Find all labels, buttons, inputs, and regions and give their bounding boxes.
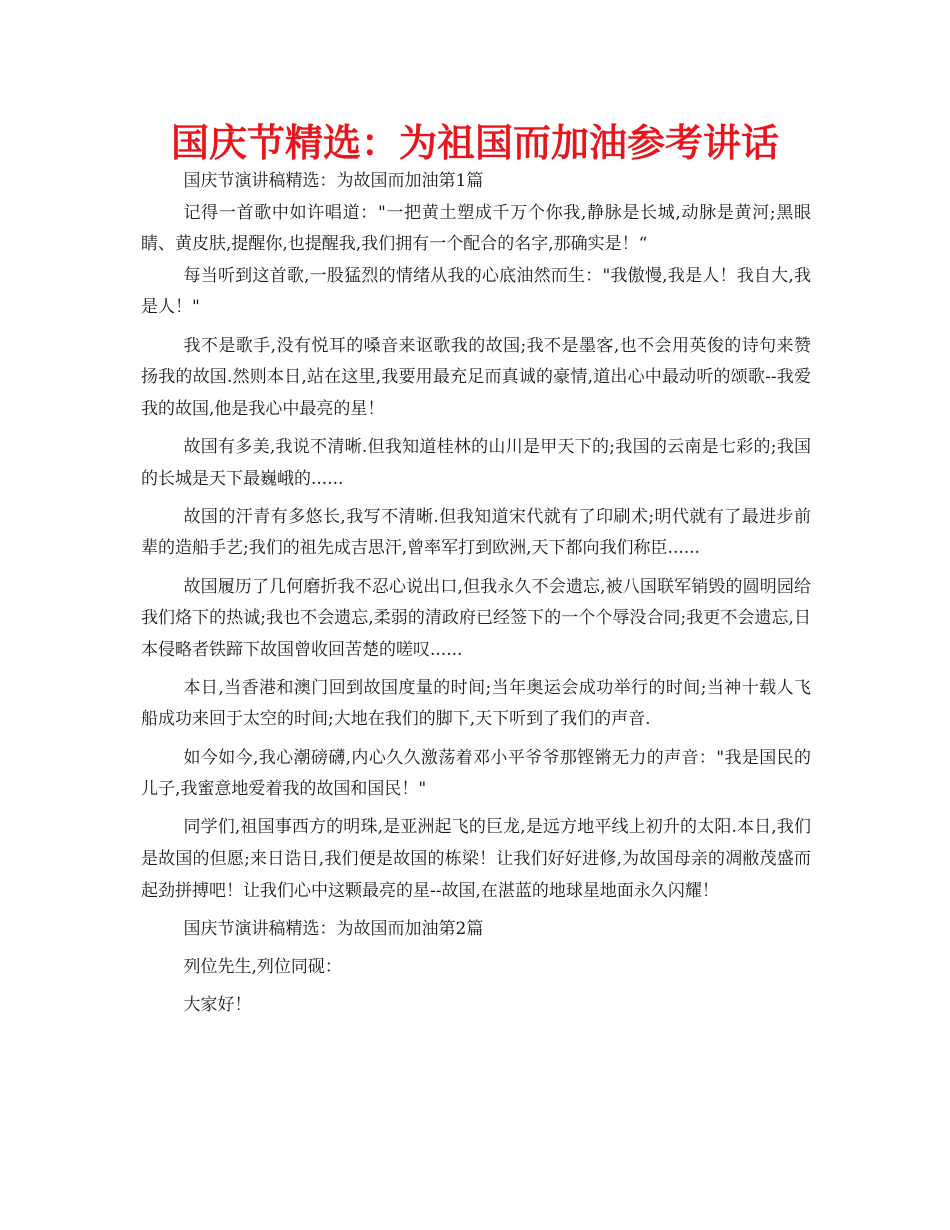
greeting: 大家好！	[183, 995, 252, 1016]
paragraph: 如今如今,我心潮磅礴,内心久久激荡着邓小平爷爷那铿锵无力的声音："我是国民的儿子,我蜜意地爱着我的故国和国民！"	[141, 747, 811, 800]
paragraph: 我不是歌手,没有悦耳的嗓音来讴歌我的故国;我不是墨客,也不会用英俊的诗句来赞扬我的故国.然则本日,站在这里,我要用最充足而真诚的豪情,道出心中最动听的颂歌--我爱我的故国,他是我心中最亮的星！	[141, 335, 811, 419]
paragraph: 故国的汗青有多悠长,我写不清晰.但我知道宋代就有了印刷术;明代就有了最进步前辈的造船手艺;我们的祖先成吉思汗,曾率军打到欧洲,天下都向我们称臣......	[141, 506, 811, 559]
salutation: 列位先生,列位同砚：	[183, 957, 342, 977]
paragraph: 记得一首歌中如许唱道："一把黄土塑成千万个你我,静脉是长城,动脉是黄河;黑眼睛、黄皮肤,提醒你,也提醒我,我们拥有一个配合的名字,那确实是！“	[141, 202, 811, 255]
document-title: 国庆节精选：为祖国而加油参考讲话	[170, 121, 779, 165]
document-body	[141, 166, 811, 1022]
paragraph: 每当听到这首歌,一股猛烈的情绪从我的心底油然而生："我傲慢,我是人！我自大,我是人！"	[141, 265, 811, 318]
paragraph: 同学们,祖国事西方的明珠,是亚洲起飞的巨龙,是远方地平线上初升的太阳.本日,我们是故国的但愿;来日诰日,我们便是故国的栋梁！让我们好好进修,为故国母亲的凋敝茂盛而起劲拼搏吧！让我们心中这颗最亮的星--故国,在湛蓝的地球星地面永久闪耀！	[141, 817, 811, 901]
section-heading: 国庆节演讲稿精选：为故国而加油第2篇	[183, 918, 484, 939]
paragraph: 故国有多美,我说不清晰.但我知道桂林的山川是甲天下的;我国的云南是七彩的;我国的长城是天下最巍峨的......	[141, 436, 811, 489]
paragraph: 本日,当香港和澳门回到故国度量的时间;当年奥运会成功举行的时间;当神十载人飞船成功来回于太空的时间;大地在我们的脚下,天下听到了我们的声音.	[141, 677, 811, 730]
section-heading: 国庆节演讲稿精选：为故国而加油第1篇	[183, 171, 484, 191]
paragraph: 故国履历了几何磨折我不忍心说出口,但我永久不会遗忘,被八国联军销毁的圆明园给我们烙下的热诚;我也不会遗忘,柔弱的清政府已经签下的一个个辱没合同;我更不会遗忘,日本侵略者铁蹄下故国曾收回苦楚的嗟叹......	[141, 576, 811, 660]
